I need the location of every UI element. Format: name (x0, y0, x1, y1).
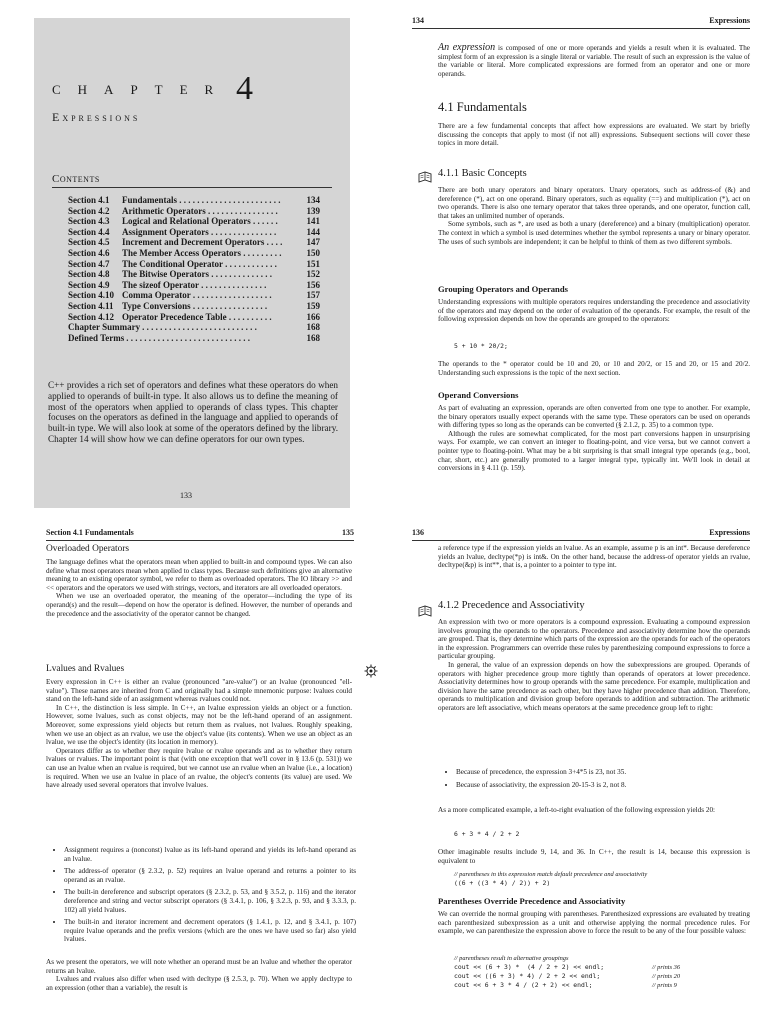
book-icon (418, 170, 432, 184)
header-page-number: 134 (412, 16, 424, 25)
toc-row[interactable]: Section 4.2 Arithmetic Operators . . . . . . . . . . . . . . . . 139 (68, 205, 320, 216)
toc-row[interactable]: Section 4.7 The Conditional Operator . . . . . . . . . . . . 151 (68, 258, 320, 269)
code-line: cout << ((6 + 3) * 4) / 2 + 2 << endl; (454, 972, 605, 980)
header-rule (412, 28, 750, 29)
paragraph: Understanding expressions with multiple operators requires understanding the precedence and associativity of the operators and may depend on the order of evaluation of the operands. For example, the result of the following expression depends on how the operands are grouped to the operators: (438, 298, 750, 324)
list-item: • Because of precedence, the expression 3+4*5 is 23, not 35. (456, 768, 756, 777)
paragraph: As we present the operators, we will note whether an operand must be an lvalue and whether the operator returns an lvalue. (46, 958, 352, 975)
paragraph-group (46, 958, 352, 992)
toc-row[interactable]: Section 4.8 The Bitwise Operators . . . . . . . . . . . . . . 152 (68, 269, 320, 280)
toc-row[interactable]: Section 4.9 The sizeof Operator . . . . . . . . . . . . . . . 156 (68, 279, 320, 290)
paragraph-group (438, 186, 750, 246)
paragraph: In general, the value of an expression depends on how the subexpressions are grouped. Operands of operators with higher precedence group more tightly than operands of operators at lower precedence. Associativity determines how to group operands with the same precedence. For example, multiplication and division have the same precedence as each other, but they have higher precedence than addition. Therefore, operands to multiplication and division group before operands to addition and subtraction. The arithmetic operators are left associative, which means operators at the same precedence group left to right: (438, 660, 750, 712)
paragraph: Other imaginable results include 9, 14, and 36. In C++, the result is 14, because this expression is equivalent to (438, 848, 750, 865)
code-result-comment: // prints 20 (652, 973, 681, 980)
code-line: cout << (6 + 3) * (4 / 2 + 2) << endl; (454, 963, 605, 971)
paragraph-group (46, 558, 352, 618)
header-title: Expressions (709, 528, 750, 537)
header-rule (46, 540, 354, 541)
page-134 (384, 0, 768, 512)
paragraph: There are both unary operators and binary operators. Unary operators, such as address-of (&) and dereference (*), act on one operand. Binary operators, such as equality (==) and multiplication (*), act on two operands. There is also one ternary operator that takes three operands, and one operator, function call, that takes an unlimited number of operands. (438, 186, 750, 220)
toc-row[interactable]: Section 4.1 Fundamentals . . . . . . . . . . . . . . . . . . . . . . . 134 (68, 195, 320, 205)
paragraph: In C++, the distinction is less simple. In C++, an lvalue expression yields an object or a function. However, some lvalues, such as const objects, may not be the left-hand operand of an assignment. Moreover, some expressions yield objects but return them as rvalues, not lvalues. Roughly speaking, when we use an object as an rvalue, we use the object's value (its contents). When we use an object as an lvalue, we use the object's identity (its location in memory). (46, 703, 352, 747)
chapter-title: Expressions (52, 110, 141, 124)
subsection-heading-4-1-1: 4.1.1 Basic Concepts (438, 168, 527, 179)
page-136 (384, 512, 768, 1024)
paragraph: We can override the normal grouping with parentheses. Parenthesized expressions are evaluated by treating each parenthesized subexpression as a unit and otherwise applying the normal precedence rules. For example, we can parenthesize the expression above to force the result to be any of the four possible values: (438, 910, 750, 936)
paragraph: When we use an overloaded operator, the meaning of the operator—including the type of its operand(s) and the result—depend on how the operator is defined. However, the number of operands and the precedence and the associativity of the operator cannot be changed. (46, 592, 352, 618)
paragraph-group (438, 404, 750, 473)
paragraph: Operators differ as to whether they require lvalue or rvalue operands and as to whether they return lvalues or rvalues. The important point is that (with one exception that we'll cover in § 13.6 (p. 531)) we can use an lvalue when an rvalue is required, but we cannot use an rvalue when an lvalue (i.e., a location) is required. When we use an lvalue in place of an rvalue, the object's contents (its value) are used. We have already used several operators that involve lvalues. (46, 746, 352, 790)
list-item: • The built-in and iterator increment and decrement operators (§ 1.4.1, p. 12, and § 3.4.1, p. 107) require lvalue operands and the prefix versions (which are the ones we have used so far) also yield lvalues. (64, 918, 356, 944)
paragraph: Although the rules are somewhat complicated, for the most part conversions happen in unsurprising ways. For example, we can convert an integer to floating-point, and vice versa, but we cannot convert a pointer type to floating-point. What may be a bit surprising is that small integral type operands (e.g., bool, char, short, etc.) are generally promoted to a larger integral type, typically int. We'll look in detail at conversions in § 4.11 (p. 159). (438, 429, 750, 473)
toc-row[interactable]: Section 4.4 Assignment Operators . . . . . . . . . . . . . . . 144 (68, 226, 320, 237)
paragraph: As part of evaluating an expression, operands are often converted from one type to another. For example, the binary operators usually expect operands with the same type. These operators can be used on operands with differing types so long as the operands can be converted (§ 2.1.2, p. 35) to a common type. (438, 404, 750, 430)
gear-icon (364, 664, 378, 678)
code-block: 6 + 3 * 4 / 2 + 2 (454, 830, 520, 838)
toc-row[interactable]: Chapter Summary . . . . . . . . . . . . . . . . . . . . . . . . . . 168 (68, 322, 320, 333)
toc-row[interactable]: Section 4.5 Increment and Decrement Operators . . . . 147 (68, 237, 320, 248)
paragraph: There are a few fundamental concepts that affect how expressions are evaluated. We start by briefly discussing the concepts that apply to most (if not all) expressions. Subsequent sections will cover these topics in more detail. (438, 122, 750, 148)
paragraph: Some symbols, such as *, are used as both a unary (dereference) and a binary (multiplication) operator. The context in which a symbol is used determines whether the symbol represents a unary or binary operator. The uses of such symbols are independent; it can be helpful to think of them as two different symbols. (438, 220, 750, 246)
list-item: • Assignment requires a (nonconst) lvalue as its left-hand operand and yields its left-hand operand as an lvalue. (64, 846, 356, 863)
code-comment: // parentheses result in alternative groupings (454, 955, 569, 962)
page-number: 133 (180, 491, 192, 500)
header-rule (412, 540, 750, 541)
paragraph: The language defines what the operators mean when applied to built-in and compound types. We can also define what most operators mean when applied to class types. Because such definitions give an alternative meaning to an existing operator symbol, we refer to them as overloaded operators. The IO library >> and << operators and the operators we used with strings, vectors, and iterators are all overloaded operators. (46, 558, 352, 592)
page-133 (0, 0, 384, 512)
list-item: • The address-of operator (§ 2.3.2, p. 52) requires an lvalue operand and returns a pointer to its operand as an rvalue. (64, 867, 356, 884)
code-comment: // parentheses in this expression match default precedence and associativity (454, 871, 648, 878)
table-of-contents (68, 195, 320, 343)
page-135 (0, 512, 384, 1024)
bullet-list (446, 768, 756, 793)
contents-divider (52, 187, 332, 188)
code-block: ((6 + ((3 * 4) / 2)) + 2) (454, 879, 551, 887)
toc-row[interactable]: Section 4.3 Logical and Relational Operators . . . . . . 141 (68, 216, 320, 227)
paragraph: As a more complicated example, a left-to-right evaluation of the following expression yields 20: (438, 806, 716, 814)
subheading-parentheses: Parentheses Override Precedence and Associativity (438, 896, 626, 906)
paragraph: An expression with two or more operators is a compound expression. Evaluating a compound expression involves grouping the operands to the operators. Precedence and associativity determine how the operands are grouped. That is, they determine which parts of the expression are the operands for each of the operators in the expression. Programmers can override these rules by parenthesizing compound expressions to force a particular grouping. (438, 618, 750, 661)
header-title: Expressions (709, 16, 750, 25)
code-result-comment: // prints 9 (652, 982, 677, 989)
section-heading-4-1: 4.1 Fundamentals (438, 100, 527, 114)
toc-row[interactable]: Section 4.11 Type Conversions . . . . . . . . . . . . . . . . . 159 (68, 300, 320, 311)
code-result-comment: // prints 36 (652, 964, 681, 971)
subsection-heading-4-1-2: 4.1.2 Precedence and Associativity (438, 600, 585, 611)
lead-paragraph: An expression is composed of one or more operands and yields a result when it is evaluated. The simplest form of an expression is a single literal or variable. The result of such an expression is the value of the variable or literal. More complicated expressions are formed from an operator and one or more operands. (438, 42, 750, 78)
list-item: • Because of associativity, the expression 20-15-3 is 2, not 8. (456, 781, 756, 790)
paragraph: Every expression in C++ is either an rvalue (pronounced "are-value") or an lvalue (pronounced "ell-value"). These names are inherited from C and originally had a simple mnemonic purpose: lvalues could stand on the left-hand side of an assignment whereas rvalues could not. (46, 678, 352, 704)
toc-row[interactable]: Section 4.12 Operator Precedence Table . . . . . . . . . . 166 (68, 311, 320, 322)
paragraph-group (438, 618, 750, 713)
paragraph: a reference type if the expression yields an lvalue. As an example, assume p is an int*. Because dereference yields an lvalue, decltype(*p) is int&. On the other hand, because the address-of operator yields an rvalue, decltype(&p) is int**, that is, a pointer to a pointer to type int. (438, 544, 750, 570)
subheading-overloaded: Overloaded Operators (46, 544, 130, 554)
subheading-grouping: Grouping Operators and Operands (438, 284, 568, 294)
chapter-intro: C++ provides a rich set of operators and defines what these operators do when applied to operands of built-in type. It also allows us to define the meaning of most of the operators when applied to operands of class types. This chapter focuses on the operators as defined in the language and applied to operands of built-in type. We will also look at some of the operators defined by the library. Chapter 14 will show how we can define operators for our own types. (48, 380, 338, 444)
toc-row[interactable]: Section 4.6 The Member Access Operators . . . . . . . . . 150 (68, 247, 320, 258)
paragraph-group (46, 678, 352, 790)
subheading-conversions: Operand Conversions (438, 390, 519, 400)
paragraph: Lvalues and rvalues also differ when used with decltype (§ 2.5.3, p. 70). When we apply decltype to an expression (other than a variable), the result is (46, 975, 352, 992)
subheading-lvalues: Lvalues and Rvalues (46, 664, 125, 674)
toc-row[interactable]: Section 4.10 Comma Operator . . . . . . . . . . . . . . . . . . 157 (68, 290, 320, 301)
header-section: Section 4.1 Fundamentals (46, 528, 134, 537)
code-block: 5 + 10 * 20/2; (454, 342, 508, 350)
header-page-number: 135 (342, 528, 354, 537)
chapter-number: 4 (236, 70, 253, 107)
code-line: cout << 6 + 3 * 4 / (2 + 2) << endl; (454, 981, 605, 989)
bullet-list (54, 846, 356, 948)
contents-heading: Contents (52, 173, 100, 185)
header-page-number: 136 (412, 528, 424, 537)
book-icon (418, 604, 432, 618)
toc-row[interactable]: Defined Terms . . . . . . . . . . . . . . . . . . . . . . . . . . . . 168 (68, 332, 320, 343)
chapter-word: CHAPTER (52, 82, 231, 97)
list-item: • The built-in dereference and subscript operators (§ 2.3.2, p. 53, and § 3.5.2, p. 116) and the iterator dereference and string and vector subscript operators (§ 3.4.1, p. 106, § 3.2.3, p. 93, and § 3.3.3, p. 102) all yield lvalues. (64, 888, 356, 914)
paragraph: The operands to the * operator could be 10 and 20, or 10 and 20/2, or 15 and 20, or 15 and 20/2. Understanding such expressions is the topic of the next section. (438, 360, 750, 377)
